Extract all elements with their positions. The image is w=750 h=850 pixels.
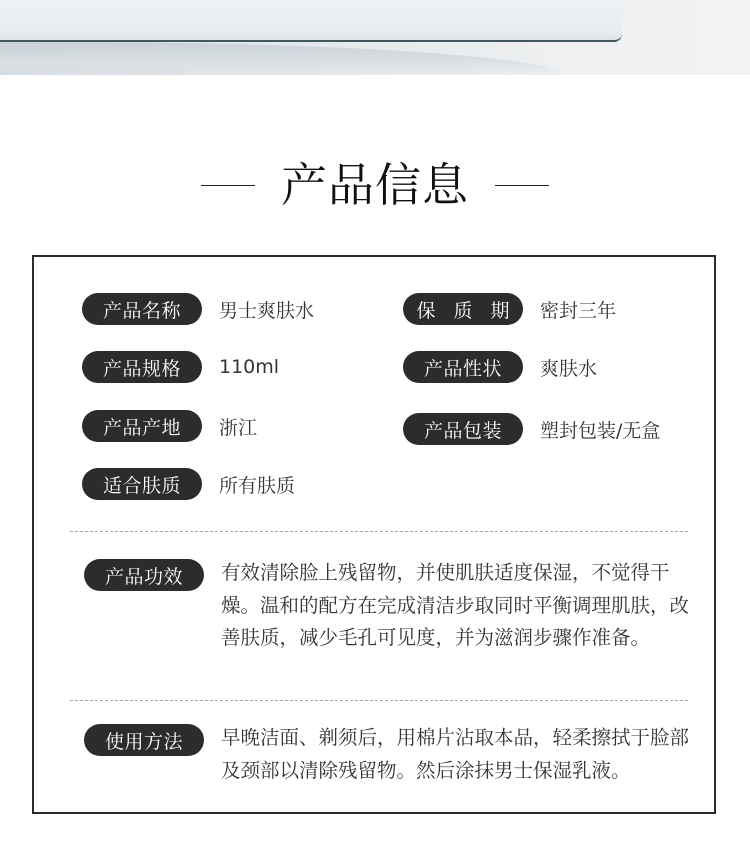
spec-value: 密封三年 [540, 299, 617, 322]
section-header [0, 150, 750, 220]
spec-label: 产品产地 [82, 410, 202, 442]
usage-section [84, 723, 691, 787]
efficacy-section [84, 558, 691, 655]
spec-value: 所有肤质 [219, 474, 296, 497]
spec-row-packaging [403, 412, 660, 446]
usage-text: 早晚洁面、剃须后，用棉片沾取本品，轻柔擦拭于脸部及颈部以清除残留物。然后涂抹男士保湿乳液。 [221, 726, 690, 782]
spec-label: 适合肤质 [82, 468, 202, 500]
usage-label: 使用方法 [84, 724, 204, 756]
spec-value: 爽肤水 [540, 357, 598, 380]
product-photo-strip [0, 0, 750, 75]
dashed-divider [70, 700, 688, 701]
spec-value: 塑封包装/无盒 [540, 419, 661, 442]
product-shadow [0, 42, 560, 75]
spec-label: 产品名称 [82, 293, 202, 325]
product-info-box [32, 255, 716, 814]
spec-row-origin [82, 409, 257, 443]
spec-row-form [403, 350, 597, 384]
dashed-divider [70, 531, 688, 532]
product-tray-edge [0, 0, 622, 42]
spec-value: 男士爽肤水 [219, 299, 315, 322]
efficacy-text: 有效清除脸上残留物，并使肌肤适度保湿，不觉得干燥。温和的配方在完成清洁步取同时平衡调理肌肤，改善肤质，减少毛孔可见度，并为滋润步骤作准备。 [221, 561, 690, 649]
spec-row-shelf-life [403, 292, 616, 326]
section-title: 产品信息 [281, 158, 469, 212]
spec-value: 浙江 [219, 416, 258, 439]
spec-row-skin-type [82, 467, 295, 501]
spec-value: 110ml [219, 356, 280, 378]
spec-label: 保 质 期 [403, 293, 523, 325]
efficacy-label: 产品功效 [84, 559, 204, 591]
title-rule-left [201, 185, 255, 186]
spec-row-name [82, 292, 314, 326]
spec-row-size [82, 350, 279, 384]
title-rule-right [495, 185, 549, 186]
spec-label: 产品规格 [82, 351, 202, 383]
spec-label: 产品性状 [403, 351, 523, 383]
spec-label: 产品包装 [403, 413, 523, 445]
